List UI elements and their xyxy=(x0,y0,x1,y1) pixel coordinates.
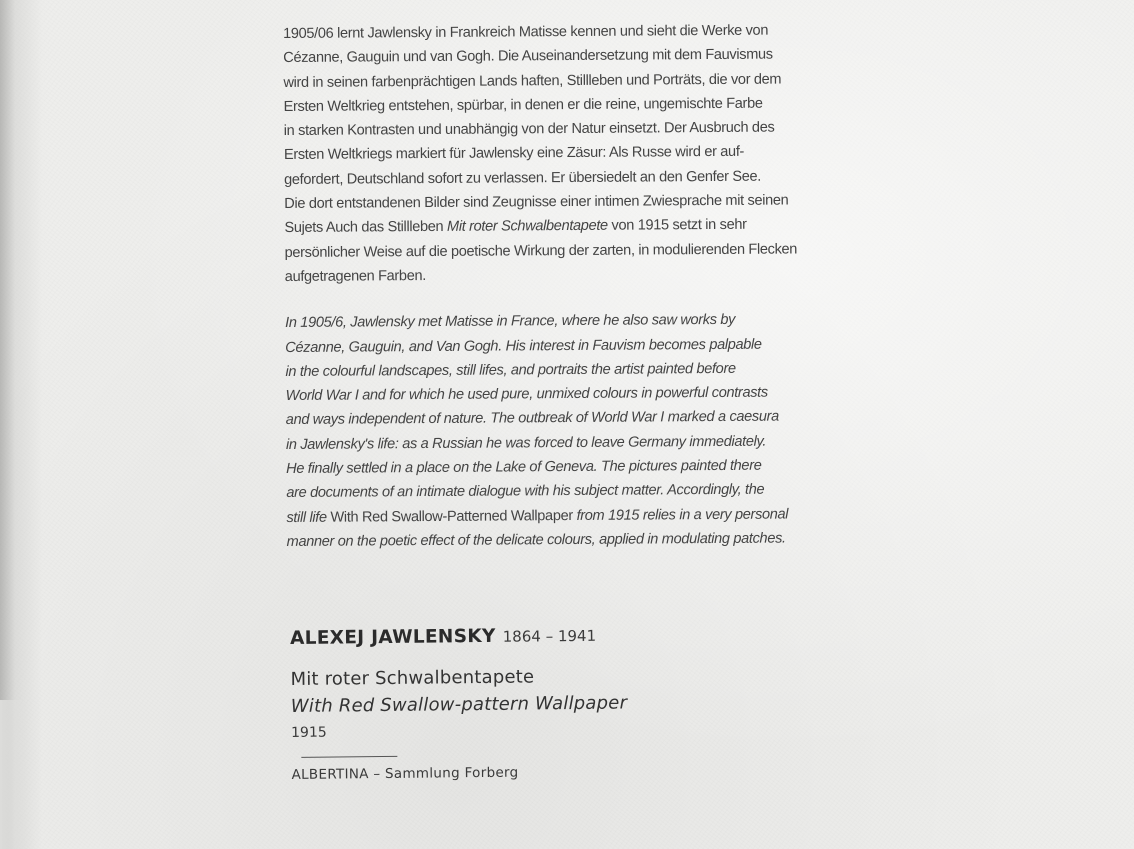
english-line-head: still life xyxy=(286,509,327,526)
english-paragraph xyxy=(285,307,827,554)
english-line: World War I and for which he used pure, unmixed colours in powerful contrasts xyxy=(285,384,768,405)
museum-wall-text xyxy=(283,18,827,554)
wall-light-left xyxy=(0,700,30,849)
german-line: in starken Kontrasten und unabhängig von der Natur einsetzt. Der Ausbruch des xyxy=(283,119,775,140)
divider xyxy=(301,756,397,758)
german-line: persönlicher Weise auf die poetische Wirkung der zarten, in modulierenden Flecken xyxy=(284,241,798,261)
english-line: Cézanne, Gauguin, and Van Gogh. His interest in Fauvism becomes palpable xyxy=(285,336,762,356)
artist-name: ALEXEJ JAWLENSKY xyxy=(290,625,496,649)
german-line: Ersten Weltkrieg entstehen, spürbar, in denen er die reine, ungemischte Farbe xyxy=(283,95,763,115)
artwork-title-english: With Red Swallow-pattern Wallpaper xyxy=(290,692,628,717)
german-line: aufgetragenen Farben. xyxy=(284,267,426,285)
german-line-with-title xyxy=(284,213,824,241)
english-line: In 1905/6, Jawlensky met Matisse in France, where he also saw works by xyxy=(285,312,736,332)
german-inline-title: Mit roter Schwalbentapete xyxy=(446,218,608,236)
german-line: Cézanne, Gauguin und van Gogh. Die Auseinandersetzung mit dem Fauvismus xyxy=(283,46,773,67)
english-line: He finally settled in a place on the Lake of Geneva. The pictures painted there xyxy=(286,457,762,478)
english-line-tail: from 1915 relies in a very personal xyxy=(576,506,789,524)
artist-dates: 1864 – 1941 xyxy=(502,626,597,646)
artwork-year: 1915 xyxy=(291,724,327,741)
english-line: manner on the poetic effect of the delicate colours, applied in modulating patches. xyxy=(286,530,786,550)
german-line: Die dort entstandenen Bilder sind Zeugnisse einer intimen Zwiesprache mit seinen xyxy=(284,192,789,213)
english-line: are documents of an intimate dialogue with his subject matter. Accordingly, the xyxy=(286,481,765,502)
english-line: in the colourful landscapes, still lifes, and portraits the artist painted before xyxy=(285,360,736,380)
german-line: wird in seinen farbenprächtigen Lands haften, Stillleben und Porträts, die vor dem xyxy=(283,71,782,91)
english-line: in Jawlensky's life: as a Russian he was forced to leave Germany immediately. xyxy=(285,433,767,453)
collection-credit: ALBERTINA – Sammlung Forberg xyxy=(291,764,519,783)
german-line-tail: von 1915 setzt in sehr xyxy=(611,217,747,235)
artwork-title-german: Mit roter Schwalbentapete xyxy=(290,666,535,690)
artwork-caption xyxy=(290,623,792,783)
english-inline-title: With Red Swallow-Patterned Wallpaper xyxy=(330,507,573,526)
german-line-head: Sujets Auch das Stillleben xyxy=(284,219,444,237)
english-line: and ways independent of nature. The outbreak of World War I marked a caesura xyxy=(285,409,779,429)
german-paragraph xyxy=(283,18,825,289)
german-line: Ersten Weltkriegs markiert für Jawlensky eine Zäsur: Als Russe wird er auf- xyxy=(283,144,745,164)
english-line-with-title xyxy=(286,502,826,530)
german-line: gefordert, Deutschland sofort zu verlassen. Er übersiedelt an den Genfer See. xyxy=(284,168,761,188)
german-line: 1905/06 lernt Jawlensky in Frankreich Matisse kennen und sieht die Werke von xyxy=(283,22,769,42)
artist-heading xyxy=(290,623,790,649)
